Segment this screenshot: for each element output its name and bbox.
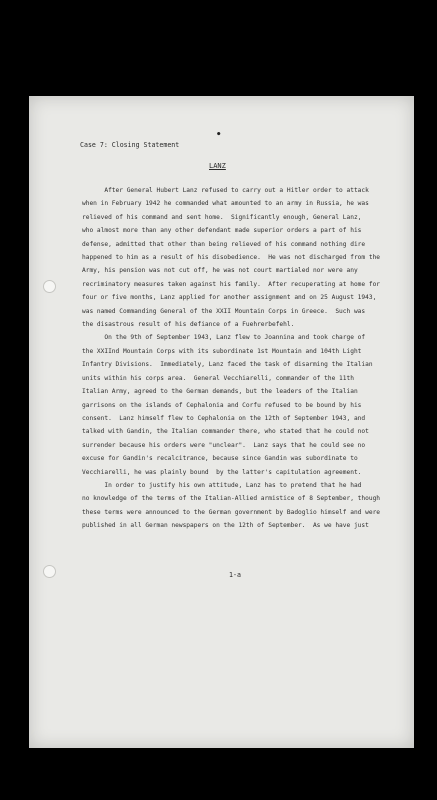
document-header: Case 7: Closing Statement — [80, 141, 180, 149]
text-line: defense, admitted that other than being relieved of his command nothing dire — [82, 240, 366, 248]
text-line: After General Hubert Lanz refused to carry out a Hitler order to attack — [82, 187, 369, 194]
document-title: LANZ — [209, 162, 226, 170]
punch-hole — [43, 280, 56, 293]
text-line: the disastrous result of his defiance of a Fuehrerbefehl. — [82, 321, 295, 329]
punch-hole — [43, 565, 56, 578]
text-line: garrisons on the islands of Cephalonia and Corfu refused to be bound by his — [82, 401, 362, 409]
text-line: Vecchiarelli, he was plainly bound by the latter's capitulation agreement. — [82, 468, 362, 476]
document-body — [82, 184, 382, 533]
text-line: surrender because his orders were "unclear". Lanz says that he could see no — [82, 441, 366, 449]
text-line: Army, his pension was not cut off, he was not court martialed nor were any — [82, 267, 358, 275]
text-line: no knowledge of the terms of the Italian-Allied armistice of 8 September, though — [82, 495, 381, 503]
paragraph — [82, 331, 382, 478]
text-line: the XXIInd Mountain Corps with its subordinate 1st Mountain and 104th Light — [82, 347, 362, 355]
text-line: published in all German newspapers on the 12th of September. As we have just — [82, 522, 369, 530]
page-number: 1-a — [229, 571, 241, 579]
paragraph — [82, 479, 382, 533]
text-line: Italian Army, agreed to the German demands, but the leaders of the Italian — [82, 388, 358, 396]
text-line: these terms were announced to the German government by Badoglio himself and were — [82, 508, 381, 516]
text-line: units within his corps area. General Vecchiarelli, commander of the 11th — [82, 374, 354, 382]
text-line: consent. Lanz himself flew to Cephalonia on the 12th of September 1943, and — [82, 414, 366, 422]
text-line: relieved of his command and sent home. Significantly enough, General Lanz, — [82, 213, 362, 221]
text-line: when in February 1942 he commanded what amounted to an army in Russia, he was — [82, 200, 369, 208]
ink-mark: • — [216, 130, 222, 140]
paragraph — [82, 184, 382, 331]
text-line: talked with Gandin, the Italian commander there, who stated that he could not — [82, 428, 369, 436]
text-line: In order to justify his own attitude, Lanz has to pretend that he had — [82, 481, 362, 489]
text-line: excuse for Gandin's recalcitrance, because since Gandin was subordinate to — [82, 455, 358, 463]
text-line: happened to him as a result of his disobedience. He was not discharged from the — [82, 254, 381, 262]
text-line: recriminatory measures taken against his family. After recuperating at home for — [82, 280, 381, 288]
text-line: On the 9th of September 1943, Lanz flew to Joannina and took charge of — [82, 334, 366, 342]
text-line: Infantry Divisions. Immediately, Lanz faced the task of disarming the Italian — [82, 361, 373, 369]
text-line: who almost more than any other defendant made superior orders a part of his — [82, 227, 362, 235]
text-line: four or five months, Lanz applied for another assignment and on 25 August 1943, — [82, 294, 377, 302]
text-line: was named Commanding General of the XXII Mountain Corps in Greece. Such was — [82, 307, 366, 315]
document-page — [29, 96, 414, 748]
